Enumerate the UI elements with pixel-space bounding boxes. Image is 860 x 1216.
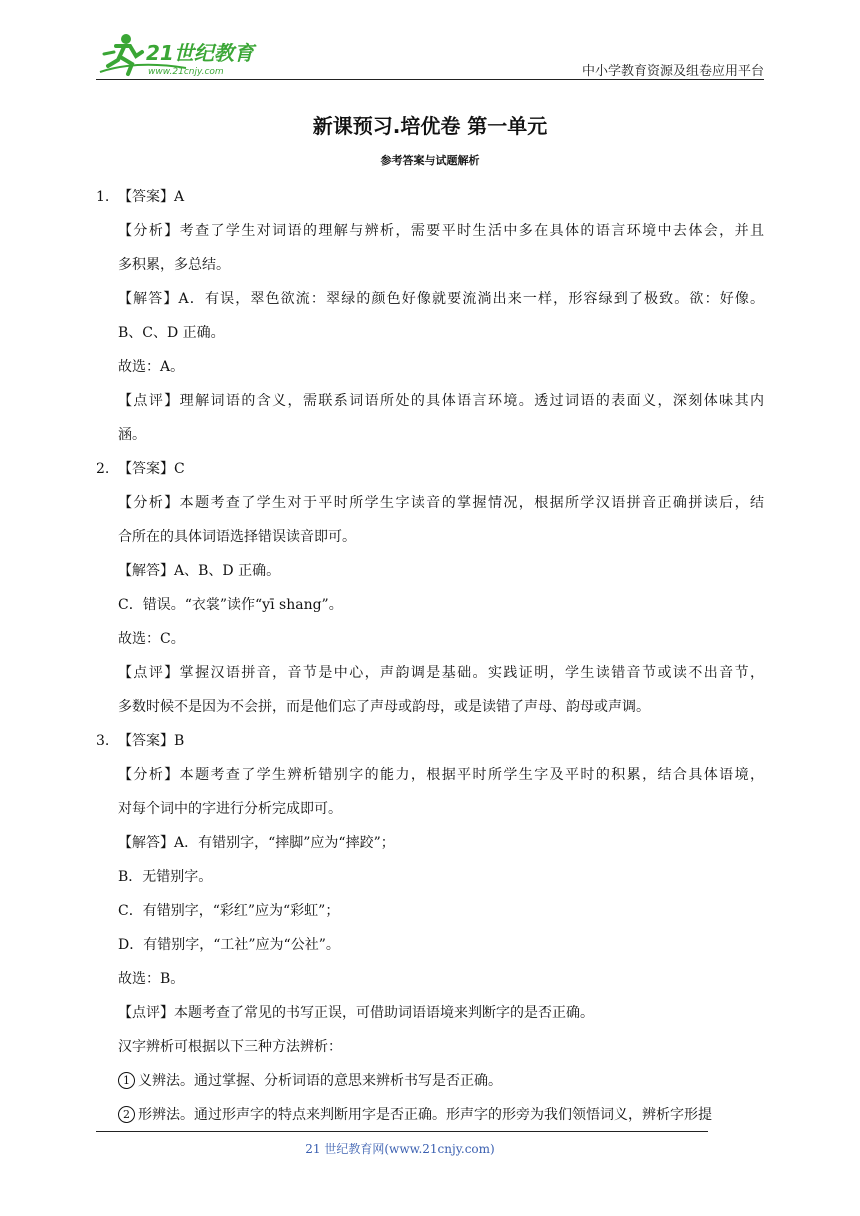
q1-answer [96,180,764,214]
q3-analysis: 【分析】本题考查了学生辨析错别字的能力，根据平时所学生字及平时的积累，结合具体语境， [118,767,764,783]
q2-solution-cont: C．错误。“衣裳”读作“yī shang”。 [118,597,343,613]
question-number: 1. [96,189,110,205]
q3-comment: 【点评】本题考查了常见的书写正误，可借助词语语境来判断字的是否正确。 [118,1005,594,1021]
q2-analysis-cont: 合所在的具体词语选择错误读音即可。 [118,529,356,545]
q2-choice: 故选：C。 [118,631,185,647]
logo-url: www.21cnjy.com [148,67,224,77]
q2-analysis: 【分析】本题考查了学生对于平时所学生字读音的掌握情况，根据所学汉语拼音正确拼读后，结 [118,495,764,511]
method-text: 义辨法。通过掌握、分析词语的意思来辨析书写是否正确。 [138,1073,502,1089]
header-divider [96,79,764,80]
q1-analysis-cont: 多积累，多总结。 [118,257,230,273]
q1-comment-cont: 涵。 [118,427,146,443]
logo-text: 21世纪教育 [146,41,254,65]
page-subtitle: 参考答案与试题解析 [380,154,480,167]
answer-text: 【答案】C [118,461,185,477]
q3-method-1 [96,1064,764,1098]
question-number: 3. [96,733,110,749]
question-number: 2. [96,461,110,477]
logo [96,30,266,80]
q3-solution-b: B．无错别字。 [118,869,213,885]
footer-divider [96,1131,708,1132]
q3-choice: 故选：B。 [118,971,185,987]
q1-analysis: 【分析】考查了学生对词语的理解与辨析，需要平时生活中多在具体的语言环境中去体会，并且 [118,223,764,239]
q2-solution: 【解答】A、B、D 正确。 [118,563,281,579]
answer-text: 【答案】B [118,733,185,749]
q3-solution-c: C．有错别字，“彩红”应为“彩虹”； [118,903,340,919]
q3-solution-d: D．有错别字，“工社”应为“公社”。 [118,937,340,953]
q1-comment: 【点评】理解词语的含义，需联系词语所处的具体语言环境。透过词语的表面义，深刻体味其内 [118,393,764,409]
q3-solution-a: 【解答】A．有错别字，“摔脚”应为“摔跤”； [118,835,395,851]
q1-solution: 【解答】A．有误，翠色欲流：翠绿的颜色好像就要流淌出来一样，形容绿到了极致。欲：好像。 [118,291,764,307]
page-title: 新课预习.培优卷 第一单元 [312,114,548,138]
circled-number: 1 [118,1072,135,1089]
q2-comment-cont: 多数时候不是因为不会拼，而是他们忘了声母或韵母，或是读错了声母、韵母或声调。 [118,699,650,715]
method-text: 形辨法。通过形声字的特点来判断用字是否正确。形声字的形旁为我们领悟词义，辨析字形提 [138,1107,712,1123]
q2-comment: 【点评】掌握汉语拼音，音节是中心，声韵调是基础。实践证明，学生读错音节或读不出音节， [118,665,764,681]
q1-choice: 故选：A。 [118,359,185,375]
q2-answer [96,452,764,486]
platform-name: 中小学教育资源及组卷应用平台 [581,64,764,79]
q3-comment-cont: 汉字辨析可根据以下三种方法辨析： [118,1039,342,1055]
page-footer: 21 世纪教育网(www.21cnjy.com) [305,1142,495,1156]
answer-content [96,180,764,1132]
circled-number: 2 [118,1106,135,1123]
q1-solution-cont: B、C、D 正确。 [118,325,225,341]
q3-analysis-cont: 对每个词中的字进行分析完成即可。 [118,801,342,817]
answer-text: 【答案】A [118,189,185,205]
page-header [96,30,764,80]
q3-answer [96,724,764,758]
q3-method-2 [96,1098,764,1132]
